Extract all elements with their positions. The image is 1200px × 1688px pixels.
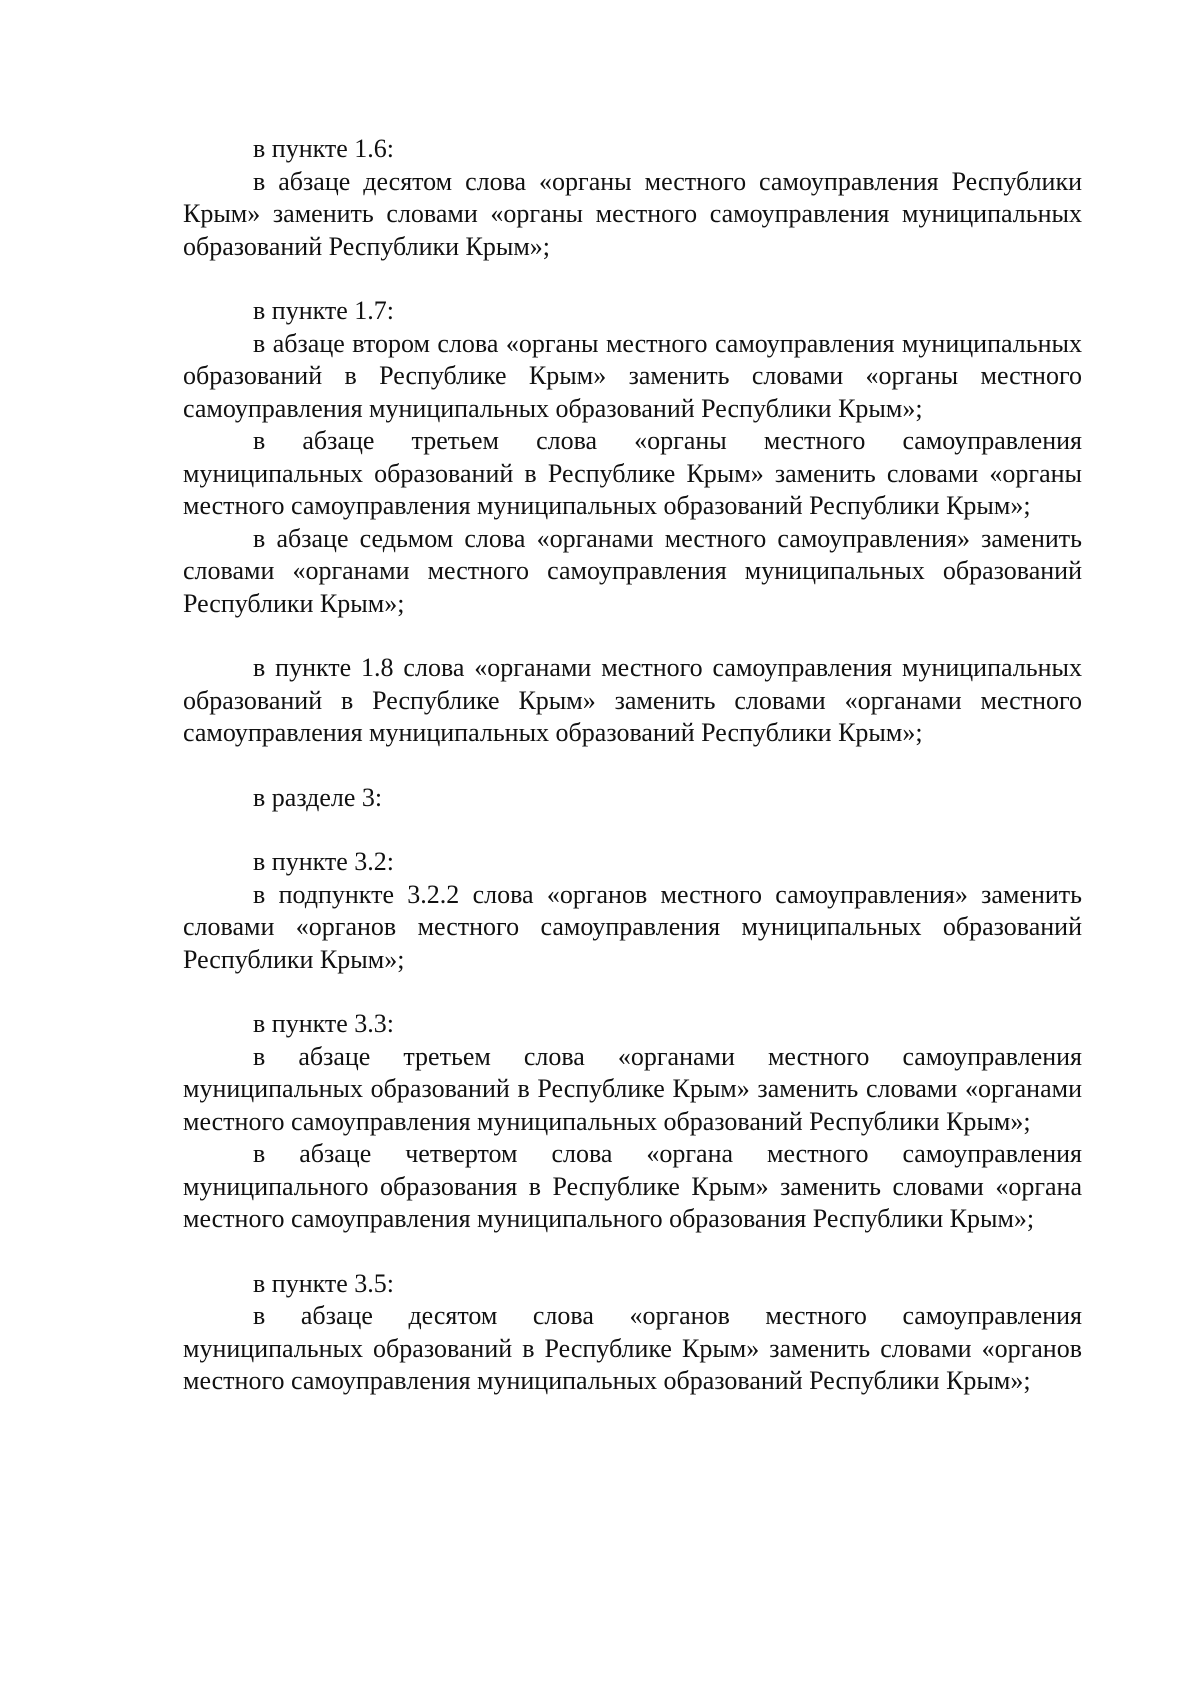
block-point-3-2 [183, 846, 1082, 976]
amendment-paragraph: в абзаце третьем слова «органами местного самоуправления муниципальных образований в Республике Крым» заменить словами «органами местного самоуправления муниципальных образований Республики Крым»; [183, 1041, 1082, 1136]
block-section-3 [183, 782, 1082, 815]
amendment-paragraph: в пункте 1.8 слова «органами местного самоуправления муниципальных образований в Республике Крым» заменить словами «органами местного самоуправления муниципальных образований Республики Крым»; [183, 653, 1082, 747]
block-heading: в пункте 3.2: [253, 847, 395, 876]
block-heading: в пункте 3.5: [253, 1268, 395, 1298]
amendment-paragraph: в подпункте 3.2.2 слова «органов местного самоуправления» заменить словами «органов местного самоуправления муниципальных образований Республики Крым»; [183, 879, 1082, 974]
block-heading: в пункте 3.3: [253, 1009, 395, 1038]
block-heading: в пункте 1.6: [253, 134, 395, 163]
amendment-paragraph: в абзаце четвертом слова «органа местного самоуправления муниципального образования в Республике Крым» заменить словами «органа местного самоуправления муниципального образования Республики Крым»; [183, 1139, 1082, 1233]
block-point-3-3 [183, 1008, 1082, 1236]
amendment-paragraph: в абзаце третьем слова «органы местного самоуправления муниципальных образований в Республике Крым» заменить словами «органы местного самоуправления муниципальных образований Республики Крым»; [183, 426, 1082, 520]
block-point-3-5 [183, 1268, 1082, 1398]
amendment-paragraph: в абзаце седьмом слова «органами местного самоуправления» заменить словами «органами местного самоуправления муниципальных образований Республики Крым»; [183, 523, 1082, 618]
block-point-1-7 [183, 295, 1082, 620]
block-heading: в разделе 3: [253, 782, 383, 812]
block-point-1-6 [183, 133, 1082, 263]
amendment-paragraph: в абзаце десятом слова «органы местного самоуправления Республики Крым» заменить словами «органы местного самоуправления муниципальных образований Республики Крым»; [183, 166, 1082, 261]
block-heading: в пункте 1.7: [253, 296, 395, 325]
block-point-1-8 [183, 652, 1082, 750]
amendment-paragraph: в абзаце десятом слова «органов местного самоуправления муниципальных образований в Республике Крым» заменить словами «органов местного самоуправления муниципальных образований Республики Крым»; [183, 1301, 1082, 1395]
amendment-paragraph: в абзаце втором слова «органы местного самоуправления муниципальных образований в Республике Крым» заменить словами «органы местного самоуправления муниципальных образований Республики Крым»; [183, 328, 1082, 423]
